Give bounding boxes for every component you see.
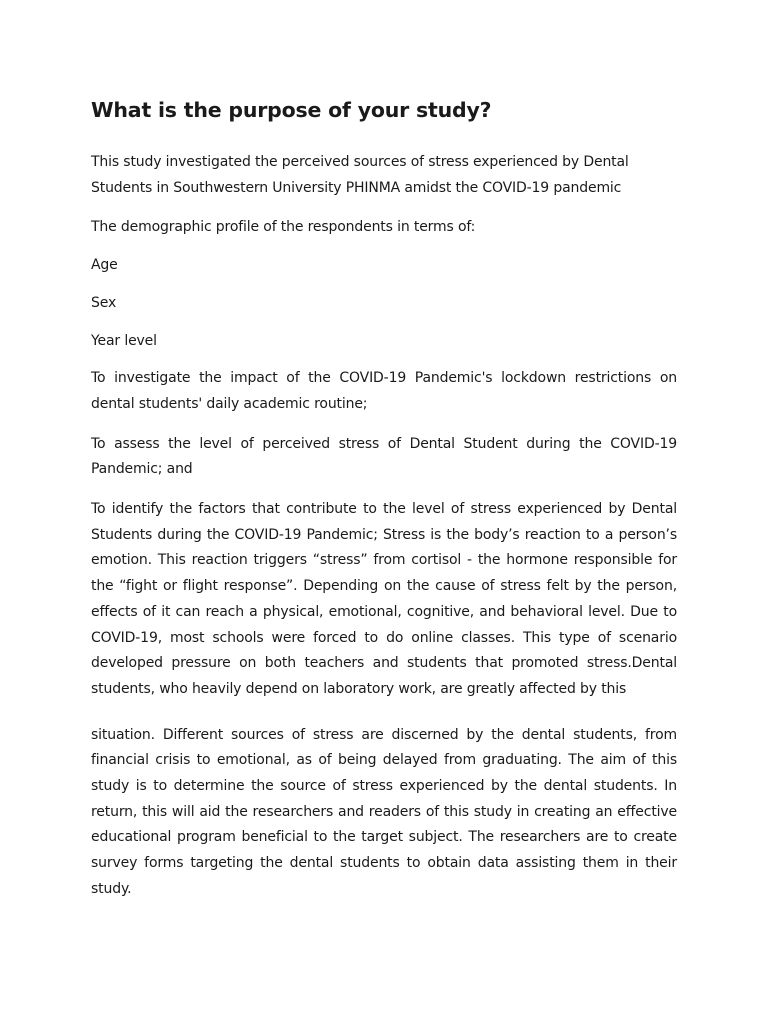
page-title: What is the purpose of your study? [91,98,492,122]
demographic-item-year-level: Year level [91,332,157,349]
objective-paragraph-1: To investigate the impact of the COVID-19 Pandemic's lockdown restrictions on dental students' daily academic routine; [91,370,677,412]
demographic-item-age: Age [91,257,118,274]
demographic-item-sex: Sex [91,294,117,311]
continuation-paragraph: situation. Different sources of stress are discerned by the dental students, from financial crisis to emotional, as of being delayed from graduating. The aim of this study is to determine the source of stress experienced by the dental students. In return, this will aid the researchers and readers of this study in creating an effective educational program beneficial to the target subject. The researchers are to create survey forms targeting the dental students to obtain data assisting them in their study. [91,726,677,897]
intro-paragraph: This study investigated the perceived sources of stress experienced by Dental Students in Southwestern University PHINMA amidst the COVID-19 pandemic [91,154,629,196]
objective-paragraph-3: To identify the factors that contribute to the level of stress experienced by Dental Students during the COVID-19 Pandemic; Stress is the body’s reaction to a person’s emotion. This reaction triggers “stress” from cortisol - the hormone responsible for the “fight or flight response”. Depending on the cause of stress felt by the person, effects of it can reach a physical, emotional, cognitive, and behavioral level. Due to COVID-19, most schools were forced to do online classes. This type of scenario developed pressure on both teachers and students that promoted stress.Dental students, who heavily depend on laboratory work, are greatly affected by this [91,501,677,697]
objective-paragraph-2: To assess the level of perceived stress of Dental Student during the COVID-19 Pandemic; and [91,435,677,478]
document-page [91,96,677,903]
demographic-heading: The demographic profile of the respondents in terms of: [91,219,476,236]
